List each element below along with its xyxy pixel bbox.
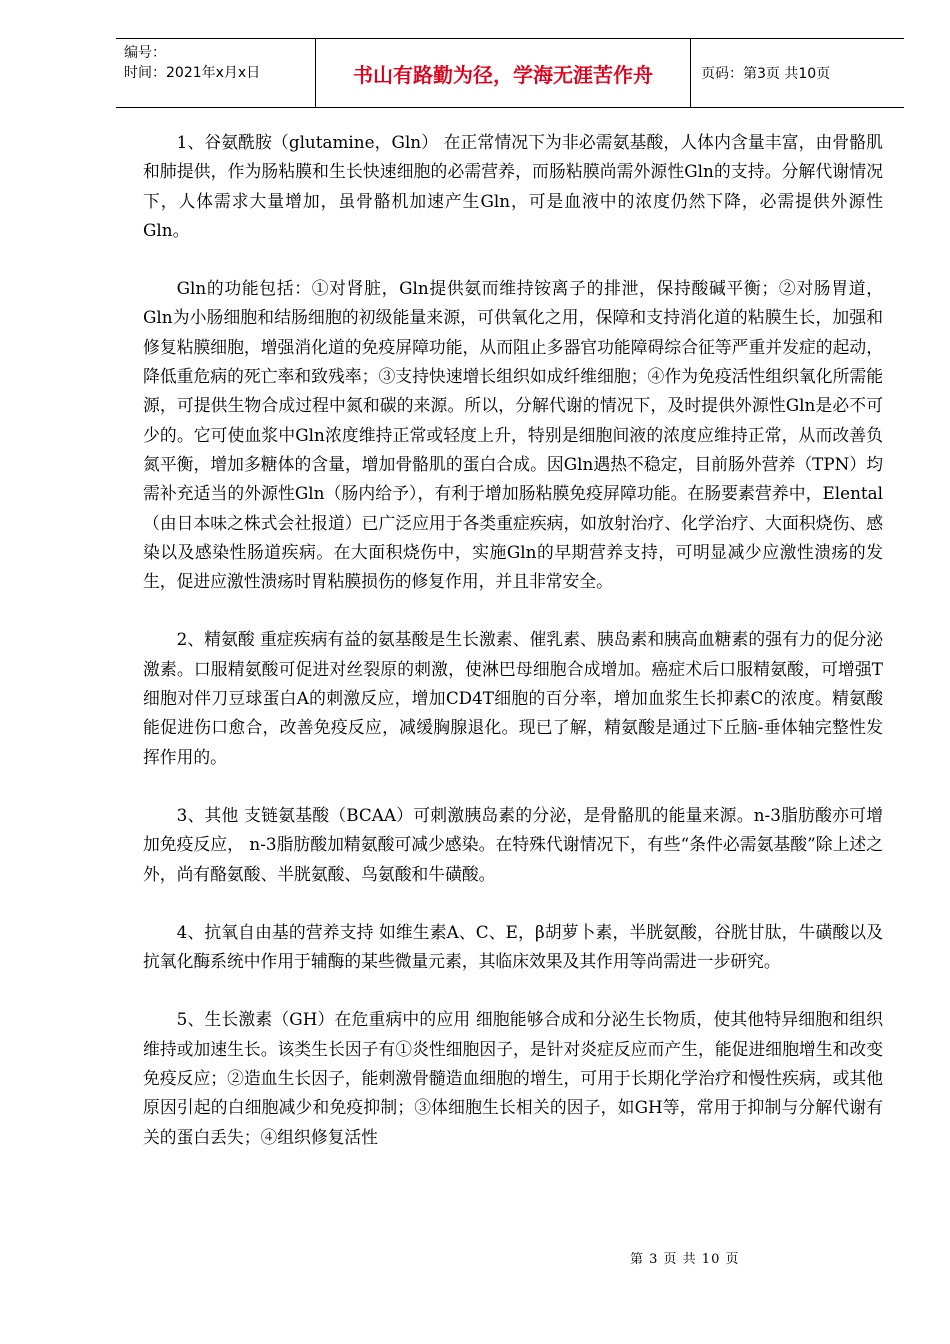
document-number: 编号： — [124, 45, 166, 61]
header-motto: 书山有路勤为径，学海无涯苦作舟 — [316, 39, 691, 107]
document-body — [143, 128, 883, 1181]
paragraph-growth-hormone: 5、生长激素（GH）在危重病中的应用 细胞能够合成和分泌生长物质，使其他特异细胞和组织维持或加速生长。该类生长因子有①炎性细胞因子，是针对炎症反应而产生，能促进细胞增生和改变免疫反应；②造血生长因子，能刺激骨髓造血细胞的增生，可用于长期化学治疗和慢性疾病，或其他原因引起的白细胞减少和免疫抑制；③体细胞生长相关的因子，如GH等，常用于抑制与分解代谢有关的蛋白丢失；④组织修复活性 — [143, 1009, 883, 1147]
header-meta — [116, 39, 316, 107]
paragraph-others: 3、其他 支链氨基酸（BCAA）可刺激胰岛素的分泌，是骨骼肌的能量来源。n-3脂肪酸亦可增加免疫反应， n-3脂肪酸加精氨酸可减少感染。在特殊代谢情况下，有些“条件必需氨基酸”除上述之外，尚有酪氨酸、半胱氨酸、鸟氨酸和牛磺酸。 — [143, 804, 883, 884]
document-date: 时间：2021年x月x日 — [124, 65, 261, 81]
page-header — [116, 38, 904, 108]
paragraph-glutamine: 1、谷氨酰胺（glutamine，Gln） 在正常情况下为非必需氨基酸，人体内含量丰富，由骨骼肌和肺提供，作为肠粘膜和生长快速细胞的必需营养，而肠粘膜尚需外源性Gln的支持。分解代谢情况下，人体需求大量增加，虽骨骼机加速产生Gln，可是血液中的浓度仍然下降，必需提供外源性Gln。 — [143, 132, 883, 240]
header-page-number: 页码：第3页 共10页 — [701, 66, 831, 82]
paragraph-arginine: 2、精氨酸 重症疾病有益的氨基酸是生长激素、催乳素、胰岛素和胰高血糖素的强有力的促分泌激素。口服精氨酸可促进对丝裂原的刺激，使淋巴母细胞合成增加。癌症术后口服精氨酸，可增强T细胞对伴刀豆球蛋白A的刺激反应，增加CD4T细胞的百分率，增加血浆生长抑素C的浓度。精氨酸能促进伤口愈合，改善免疫反应，减缓胸腺退化。现已了解，精氨酸是通过下丘脑-垂体轴完整性发挥作用的。 — [143, 629, 883, 767]
page-footer: 第 3 页 共 10 页 — [630, 1252, 740, 1267]
paragraph-antioxidant: 4、抗氧自由基的营养支持 如维生素A、C、E，β胡萝卜素，半胱氨酸，谷胱甘肽，牛磺酸以及抗氧化酶系统中作用于辅酶的某些微量元素，其临床效果及其作用等尚需进一步研究。 — [143, 921, 883, 972]
paragraph-gln-functions: Gln的功能包括：①对肾脏，Gln提供氨而维持铵离子的排泄，保持酸碱平衡；②对肠胃道，Gln为小肠细胞和结肠细胞的初级能量来源，可供氧化之用，保障和支持消化道的粘膜生长，加强和修复粘膜细胞，增强消化道的免疫屏障功能，从而阻止多器官功能障碍综合征等严重并发症的起动，降低重危病的死亡率和致残率；③支持快速增长组织如成纤维细胞；④作为免疫活性组织氧化所需能源，可提供生物合成过程中氮和碳的来源。所以，分解代谢的情况下，及时提供外源性Gln是必不可少的。它可使血浆中Gln浓度维持正常或轻度上升，特别是细胞间液的浓度应维持正常，从而改善负氮平衡，增加多糖体的含量，增加骨骼肌的蛋白合成。因Gln遇热不稳定，目前肠外营养（TPN）均需补充适当的外源性Gln（肠内给予），有利于增加肠粘膜免疫屏障功能。在肠要素营养中，Elental（由日本味之株式会社报道）已广泛应用于各类重症疾病，如放射治疗、化学治疗、大面积烧伤、感染以及感染性肠道疾病。在大面积烧伤中，实施Gln的早期营养支持，可明显减少应激性溃疡的发生，促进应激性溃疡时胃粘膜损伤的修复作用，并且非常安全。 — [143, 278, 883, 592]
